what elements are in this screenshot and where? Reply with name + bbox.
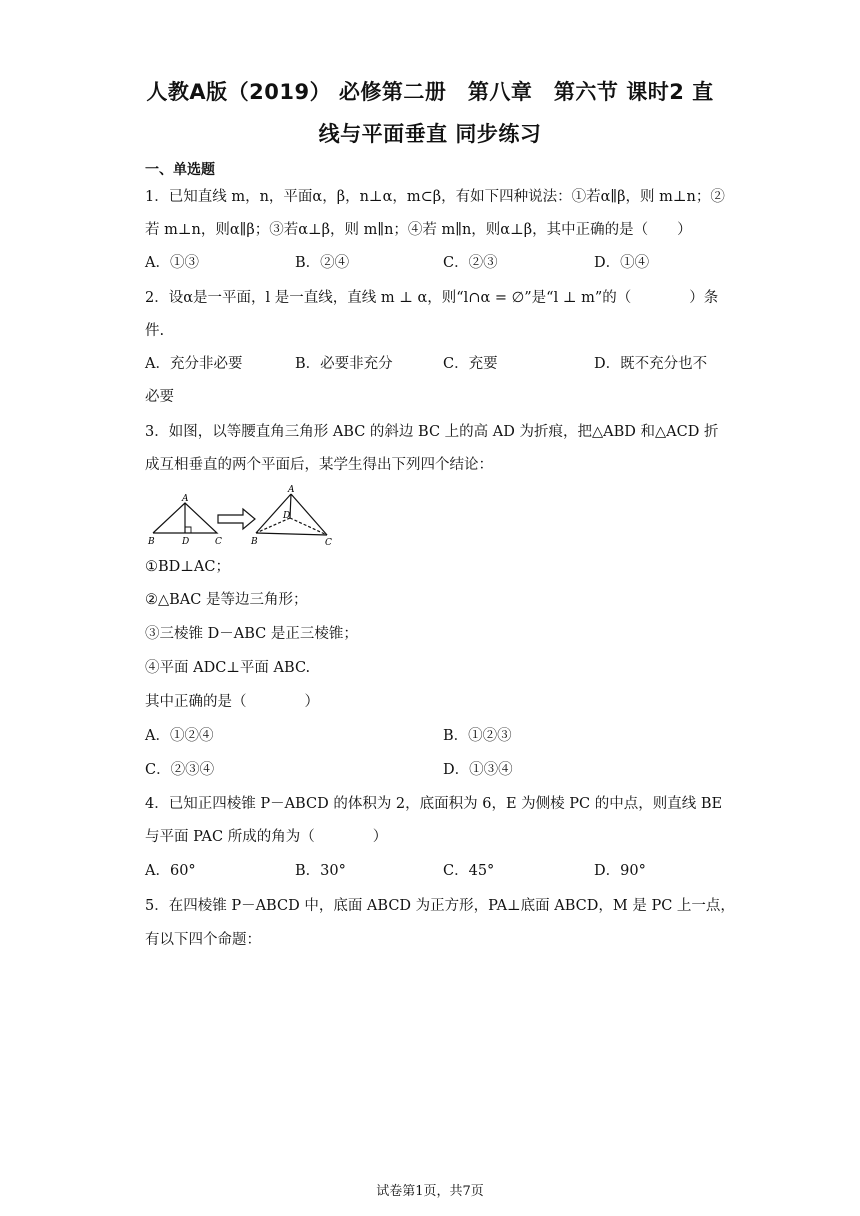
question-5-line1: 5．在四棱锥 P－ABCD 中，底面 ABCD 为正方形，PA⊥底面 ABCD，M 是 PC 上一点， [145, 898, 735, 914]
q4-option-b: B．30° [295, 863, 346, 879]
label-c-left: C [215, 537, 222, 547]
q2-option-b: B．必要非充分 [295, 356, 393, 372]
q3-option-a: A．①②④ [145, 728, 214, 744]
fold-arrow-icon [218, 509, 255, 529]
q3-conclusion-4: ④平面 ADC⊥平面 ABC. [145, 660, 311, 676]
q2-option-a: A．充分非必要 [145, 356, 243, 372]
q4-option-c: C．45° [443, 863, 495, 879]
label-d-right: D [283, 511, 291, 521]
question-2-line2: 件. [145, 323, 165, 339]
question-3-line2: 成互相垂直的两个平面后，某学生得出下列四个结论： [145, 457, 493, 473]
q4-option-a: A．60° [145, 863, 196, 879]
document-title-line1: 人教A版（2019） 必修第二册 第八章 第六节 课时2 直 [146, 80, 714, 104]
q3-prompt: 其中正确的是（ ） [145, 694, 319, 710]
q1-option-a: A．①③ [145, 255, 199, 271]
question-1-line2: 若 m⊥n，则α∥β；③若α⊥β，则 m∥n；④若 m∥n，则α⊥β，其中正确的是（ ） [145, 222, 692, 238]
q3-conclusion-3: ③三棱锥 D－ABC 是正三棱锥； [145, 626, 358, 642]
question-4-line2: 与平面 PAC 所成的角为（ ） [145, 829, 388, 845]
q1-option-c: C．②③ [443, 255, 498, 271]
label-a-left: A [182, 494, 189, 504]
folded-pyramid [256, 494, 327, 535]
q3-conclusion-1: ①BD⊥AC； [145, 559, 230, 575]
label-c-right: C [325, 538, 332, 548]
q1-option-d: D．①④ [594, 255, 650, 271]
q2-option-d: D．既不充分也不 [594, 356, 708, 372]
q3-option-d: D．①③④ [443, 762, 513, 778]
question-3-line1: 3．如图，以等腰直角三角形 ABC 的斜边 BC 上的高 AD 为折痕，把△ABD 和△ACD 折 [145, 424, 719, 440]
question-2-line1: 2．设α是一平面，l 是一直线，直线 m ⊥ α，则“l∩α = ∅”是“l ⊥ m”的（ ）条 [145, 290, 719, 306]
folding-triangle-figure [145, 482, 345, 550]
q1-option-b: B．②④ [295, 255, 350, 271]
q3-option-b: B．①②③ [443, 728, 512, 744]
question-1-line1: 1．已知直线 m，n，平面α，β，n⊥α，m⊂β，有如下四种说法：①若α∥β，则 m⊥n；② [145, 189, 725, 205]
question-5-line2: 有以下四个命题： [145, 932, 261, 948]
q2-option-c: C．充要 [443, 356, 498, 372]
q2-option-d-continuation: 必要 [145, 389, 174, 405]
section-heading: 一、单选题 [145, 162, 215, 178]
label-b-left: B [148, 537, 155, 547]
label-a-right: A [288, 485, 295, 495]
label-d-left: D [182, 537, 190, 547]
q4-option-d: D．90° [594, 863, 646, 879]
q3-option-c: C．②③④ [145, 762, 215, 778]
page-footer: 试卷第1页，共7页 [376, 1184, 484, 1199]
flat-triangle [153, 503, 217, 533]
label-b-right: B [251, 537, 258, 547]
question-4-line1: 4．已知正四棱锥 P－ABCD 的体积为 2，底面积为 6，E 为侧棱 PC 的中点，则直线 BE [145, 796, 723, 812]
document-title-line2: 线与平面垂直 同步练习 [318, 122, 542, 146]
q3-conclusion-2: ②△BAC 是等边三角形； [145, 592, 308, 608]
